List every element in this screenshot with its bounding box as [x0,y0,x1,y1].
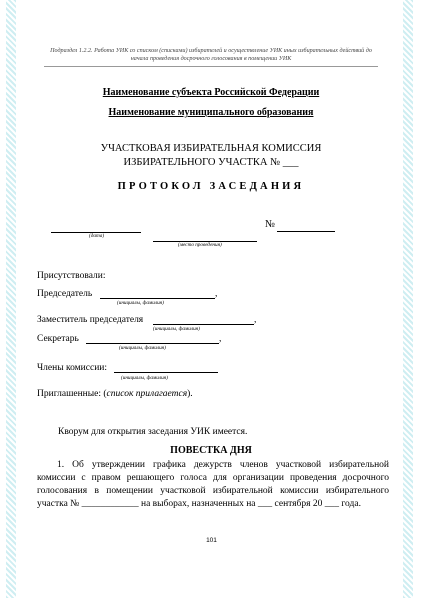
deputy-label: Заместитель председателя [37,315,144,325]
commission-title-line-2: ИЗБИРАТЕЛЬНОГО УЧАСТКА № ___ [123,157,299,168]
subject-name-heading: Наименование субъекта Российской Федерации [102,87,320,98]
protocol-title: ПРОТОКОЛ ЗАСЕДАНИЯ [117,181,305,192]
agenda-item-1: 1. Об утверждении графика дежурств членов участковой избирательной комиссии с правом решающего голоса для организации проведения досрочного голосования в помещении участковой избирательной комиссии избирательного участка № ____________ на выборах, назначенных на ___ сентября 20 ___ года. [37,460,389,509]
place-caption: (место проведения) [178,242,222,248]
members-field-line [114,372,218,373]
document-page: Подраздел 1.2.2. Работа УИК со списком (списками) избирателей и осуществление УИК иных избирательных действий до начала проведения досрочного голосования в помещении УИК Наименование субъекта Российской Федерации Наименование муниципального образования УЧАСТКОВАЯ ИЗБИРАТЕЛЬНАЯ КОМИССИЯ ИЗБИРАТЕЛЬНОГО УЧАСТКА № ___ ПРОТОКОЛ ЗАСЕДАНИЯ (дата) № (место проведения) Присутствовали: Председатель , (инициалы, фамилия) Заместитель председателя , (инициалы, фамилия) Секретарь , (инициалы, фамилия) Члены комиссии: (инициалы, фамилия) Приглашенные: (список прилагается). Кворум для открытия заседания УИК имеется. ПОВЕСТКА ДНЯ 1. Об утверждении графика дежурств членов участковой избирательной комиссии с правом решающего голоса для организации проведения досрочного голосования в помещении участковой избирательной комиссии избирательного участка № ____________ на выборах, назначенных на ___ сентября 20 ___ года. 101 [0,0,423,598]
date-caption: (дата) [89,233,105,239]
commission-title-line-1: УЧАСТКОВАЯ ИЗБИРАТЕЛЬНАЯ КОМИССИЯ [100,143,322,154]
section-header-note: Подраздел 1.2.2. Работа УИК со списком (списками) избирателей и осуществление УИК иных избирательных действий до начала проведения досрочного голосования в помещении УИК [50,48,372,62]
secretary-caption: (инициалы, фамилия) [119,345,166,351]
quorum-statement: Кворум для открытия заседания УИК имеется. [58,427,248,437]
number-sign: № [265,219,276,230]
agenda-title: ПОВЕСТКА ДНЯ [170,445,252,456]
members-label: Члены комиссии: [37,363,108,373]
chairman-label: Председатель [37,289,93,299]
invited-attachment-note: список прилагается [106,389,188,399]
chairman-caption: (инициалы, фамилия) [117,300,164,306]
right-decorative-border [403,0,413,598]
members-caption: (инициалы, фамилия) [121,375,168,381]
page-number: 101 [206,537,217,544]
secretary-field-line [86,343,219,344]
invited-line [37,389,193,399]
protocol-number-line [277,231,335,232]
invited-end: ). [187,389,193,399]
header-divider [44,66,378,67]
present-label: Присутствовали: [37,271,106,281]
left-decorative-border [6,0,16,598]
invited-label: Приглашенные: ( [37,389,107,399]
chairman-field-line [100,298,215,299]
deputy-caption: (инициалы, фамилия) [153,326,200,332]
municipal-name-heading: Наименование муниципального образования [108,107,314,118]
secretary-label: Секретарь [37,334,79,344]
deputy-field-line [153,324,254,325]
